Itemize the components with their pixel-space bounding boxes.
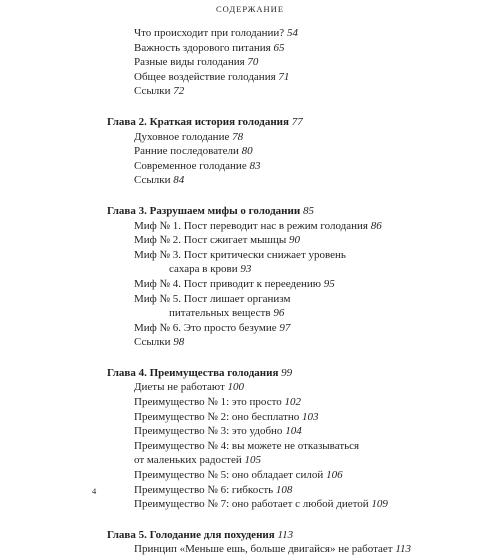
toc-entry bbox=[107, 41, 500, 56]
toc-entry bbox=[107, 380, 500, 395]
toc-entry-page: 109 bbox=[371, 498, 388, 511]
toc-entry-page: 71 bbox=[278, 70, 290, 83]
toc-entry-page: 84 bbox=[173, 174, 185, 187]
toc-entry-title: Важность здорового питания bbox=[134, 41, 271, 54]
toc-entry bbox=[107, 248, 500, 263]
toc-entry-title: Глава 5. Голодание для похудения bbox=[107, 528, 275, 541]
toc-entry bbox=[107, 233, 500, 248]
toc-entry-page: 102 bbox=[284, 396, 301, 409]
toc-entry bbox=[107, 26, 500, 41]
toc-entry-title: Преимущество № 5: оно обладает силой bbox=[134, 469, 324, 482]
toc-chapter-heading bbox=[107, 115, 500, 130]
toc-entry bbox=[107, 439, 500, 454]
toc-entry-title: Принцип «Меньше ешь, больше двигайся» не работает bbox=[134, 543, 393, 556]
toc-entry bbox=[107, 410, 500, 425]
toc-entry bbox=[107, 70, 500, 85]
toc-entry-page: 95 bbox=[323, 277, 335, 290]
toc-entry bbox=[107, 306, 500, 321]
toc-entry-page: 90 bbox=[289, 234, 300, 247]
toc-entry bbox=[107, 468, 500, 483]
toc-entry bbox=[107, 542, 500, 557]
toc-entry-page: 103 bbox=[301, 410, 319, 423]
toc-entry bbox=[107, 130, 500, 145]
toc-entry-title: Миф № 1. Пост переводит нас в режим голодания bbox=[134, 219, 368, 232]
toc-entry-title: Преимущество № 6: гибкость bbox=[134, 483, 274, 496]
toc-entry-title: Современное голодание bbox=[134, 159, 247, 172]
toc-entry bbox=[107, 219, 500, 234]
toc-entry bbox=[107, 144, 500, 159]
toc-entry-page: 85 bbox=[302, 204, 314, 217]
toc-chapter-heading bbox=[107, 528, 500, 543]
toc-entry-page: 83 bbox=[249, 159, 261, 172]
toc-entry bbox=[107, 483, 500, 498]
toc-entry-page: 80 bbox=[241, 145, 253, 158]
toc-entry bbox=[107, 453, 500, 468]
toc-entry-page: 105 bbox=[244, 454, 261, 467]
toc-entry-title: Общее воздействие голодания bbox=[134, 70, 276, 83]
toc-entry bbox=[107, 173, 500, 188]
toc-entry-page: 86 bbox=[370, 219, 382, 232]
toc-entry bbox=[107, 292, 500, 307]
toc-entry-title: Глава 4. Преимущества голодания bbox=[107, 366, 279, 379]
toc-entry-title: Глава 2. Краткая история голодания bbox=[107, 115, 289, 128]
toc-entry bbox=[107, 321, 500, 336]
toc-entry bbox=[107, 159, 500, 174]
toc-entry-title: Ссылки bbox=[134, 336, 171, 349]
toc-entry-title: Преимущество № 4: вы можете не отказываться bbox=[134, 439, 360, 452]
toc-chapter-heading bbox=[107, 204, 500, 219]
toc-entry bbox=[107, 262, 500, 277]
toc-entry-title: Духовное голодание bbox=[134, 130, 230, 143]
toc-entry-title: Разные виды голодания bbox=[134, 56, 245, 69]
toc-entry-page: 113 bbox=[395, 543, 412, 556]
toc-entry-page: 72 bbox=[173, 85, 185, 98]
toc-entry-page: 104 bbox=[285, 425, 302, 438]
toc-entry-page: 100 bbox=[227, 381, 245, 394]
toc-entry-title: Миф № 6. Это просто безумие bbox=[134, 321, 277, 334]
toc-entry-page: 106 bbox=[326, 469, 343, 482]
running-header: СОДЕРЖАНИЕ bbox=[215, 4, 285, 14]
toc-entry-title: Диеты не работают bbox=[134, 381, 225, 394]
toc-entry bbox=[107, 84, 500, 99]
toc-entry-page: 77 bbox=[291, 115, 303, 128]
toc-entry-title: Миф № 4. Пост приводит к переедению bbox=[134, 277, 322, 290]
toc-entry-title: Миф № 2. Пост сжигает мышцы bbox=[134, 234, 287, 247]
toc-entry-title: от маленьких радостей bbox=[134, 454, 242, 467]
toc-entry-page: 99 bbox=[281, 366, 293, 379]
toc-entry-page: 97 bbox=[279, 321, 291, 334]
toc-entry-title: Преимущество № 2: оно бесплатно bbox=[134, 410, 300, 423]
toc-chapter-heading bbox=[107, 366, 500, 381]
toc-entry-title: сахара в крови bbox=[169, 263, 238, 276]
toc-entry-title: Глава 3. Разрушаем мифы о голодании bbox=[107, 204, 301, 217]
page-number: 4 bbox=[92, 486, 97, 496]
table-of-contents bbox=[107, 26, 500, 557]
toc-entry-title: Преимущество № 1: это просто bbox=[134, 396, 282, 409]
toc-entry bbox=[107, 424, 500, 439]
toc-entry-page: 98 bbox=[173, 336, 185, 349]
toc-entry-title: Преимущество № 3: это удобно bbox=[134, 425, 283, 438]
toc-entry bbox=[107, 55, 500, 70]
toc-entry-page: 108 bbox=[275, 483, 293, 496]
toc-entry-title: Ранние последователи bbox=[134, 145, 239, 158]
toc-entry-title: Миф № 5. Пост лишает организм bbox=[134, 292, 291, 305]
toc-entry bbox=[107, 335, 500, 350]
toc-entry-title: Преимущество № 7: оно работает с любой диетой bbox=[134, 498, 369, 511]
toc-entry bbox=[107, 497, 500, 512]
toc-entry-page: 54 bbox=[286, 27, 298, 39]
toc-entry-page: 65 bbox=[273, 41, 285, 54]
toc-entry-title: Что происходит при голодании? bbox=[134, 27, 285, 39]
toc-entry-title: Ссылки bbox=[134, 85, 171, 98]
toc-entry bbox=[107, 395, 500, 410]
toc-entry-title: питательных веществ bbox=[169, 307, 271, 320]
toc-entry-title: Ссылки bbox=[134, 174, 171, 187]
toc-entry bbox=[107, 277, 500, 292]
toc-entry-page: 78 bbox=[232, 130, 244, 143]
toc-entry-page: 70 bbox=[247, 56, 259, 69]
toc-entry-page: 93 bbox=[240, 263, 252, 276]
toc-entry-title: Миф № 3. Пост критически снижает уровень bbox=[134, 248, 346, 261]
toc-entry-page: 113 bbox=[277, 528, 294, 541]
toc-entry-page: 96 bbox=[273, 307, 285, 320]
